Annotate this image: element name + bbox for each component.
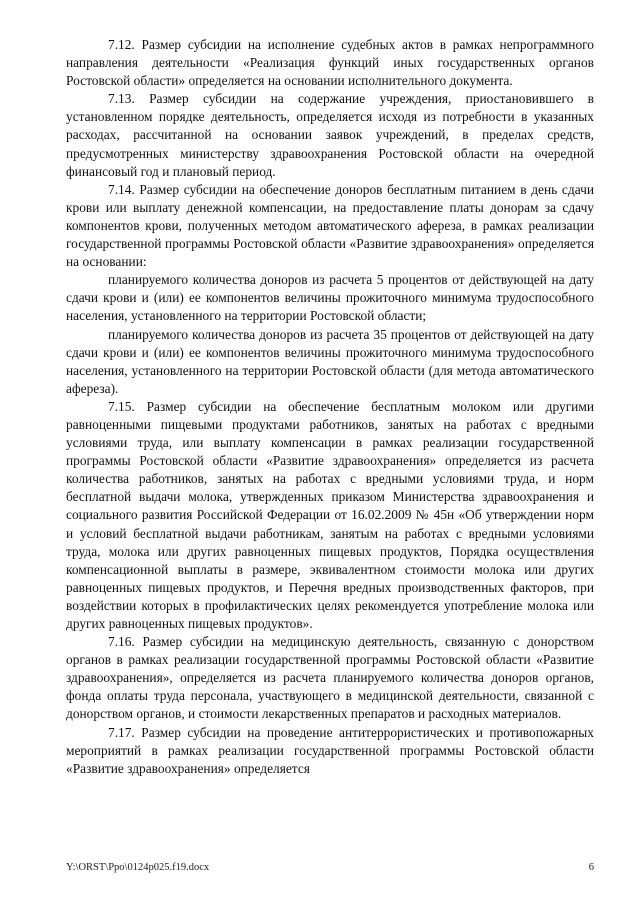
paragraph-7-17: 7.17. Размер субсидии на проведение антитеррористических и противопожарных мероприятий в рамках реализации государственной программы Ростовской области «Развитие здравоохранения» определяется xyxy=(66,724,594,776)
paragraph-7-16: 7.16. Размер субсидии на медицинскую деятельность, связанную с донорством органов в рамках реализации государственной программы Ростовской области «Развитие здравоохранения», определяется из расчета планируемого количества доноров органов, фонда оплаты труда персонала, участвующего в медицинской деятельности, связанной с донорством органов, и стоимости лекарственных препаратов и расходных материалов. xyxy=(66,634,594,722)
footer-file-path: Y:\ORST\Ppo\0124p025.f19.docx xyxy=(66,862,210,873)
footer-page-number: 6 xyxy=(588,862,594,873)
paragraph-7-14: 7.14. Размер субсидии на обеспечение доноров бесплатным питанием в день сдачи крови или выплату денежной компенсации, на предоставление платы донорам за сдачу компонентов крови, полученных методом автоматического афереза, в рамках реализации государственной программы Ростовской области «Развитие здравоохранения» определяется на основании: xyxy=(66,181,594,270)
paragraph-7-14-item-2: планируемого количества доноров из расчета 35 процентов от действующей на дату сдачи крови и (или) ее компонентов величины прожиточного минимума трудоспособного населения, установленного на территории Ростовской области (для метода автоматического афереза). xyxy=(66,326,594,396)
document-body xyxy=(66,36,594,778)
page-footer xyxy=(66,862,594,873)
paragraph-7-15: 7.15. Размер субсидии на обеспечение бесплатным молоком или другими равноценными пищевыми продуктами работников, занятых на работах с вредными условиями труда, или выплату компенсации в рамках реализации государственной программы Ростовской области «Развитие здравоохранения» определяется из расчета количества работников, занятых на работах с вредными условиями труда, и норм бесплатной выдачи молока, утвержденных приказом Министерства здравоохранения и социального развития Российской Федерации от 16.02.2009 № 45н «Об утверждении норм и условий бесплатной выдачи работникам, занятым на работах с вредными условиями труда, молока или других равноценных пищевых продуктов, Порядка осуществления компенсационной выплаты в размере, эквивалентном стоимости молока или других равноценных пищевых продуктов, и Перечня вредных производственных факторов, при воздействии которых в профилактических целях рекомендуется употребление молока или других равноценных пищевых продуктов». xyxy=(66,398,594,631)
paragraph-7-13: 7.13. Размер субсидии на содержание учреждения, приостановившего в установленном порядке деятельность, определяется исходя из потребности в указанных расходах, рассчитанной на основании заявок учреждений, в пределах средств, предусмотренных министерству здравоохранения Ростовской области на очередной финансовый год и плановый период. xyxy=(66,91,594,179)
paragraph-7-14-item-1: планируемого количества доноров из расчета 5 процентов от действующей на дату сдачи крови и (или) ее компонентов величины прожиточного минимума трудоспособного населения, установленного на территории Ростовской области; xyxy=(66,272,594,324)
paragraph-7-12: 7.12. Размер субсидии на исполнение судебных актов в рамках непрограммного направления деятельности «Реализация функций иных государственных органов Ростовской области» определяется на основании исполнительного документа. xyxy=(66,37,594,89)
